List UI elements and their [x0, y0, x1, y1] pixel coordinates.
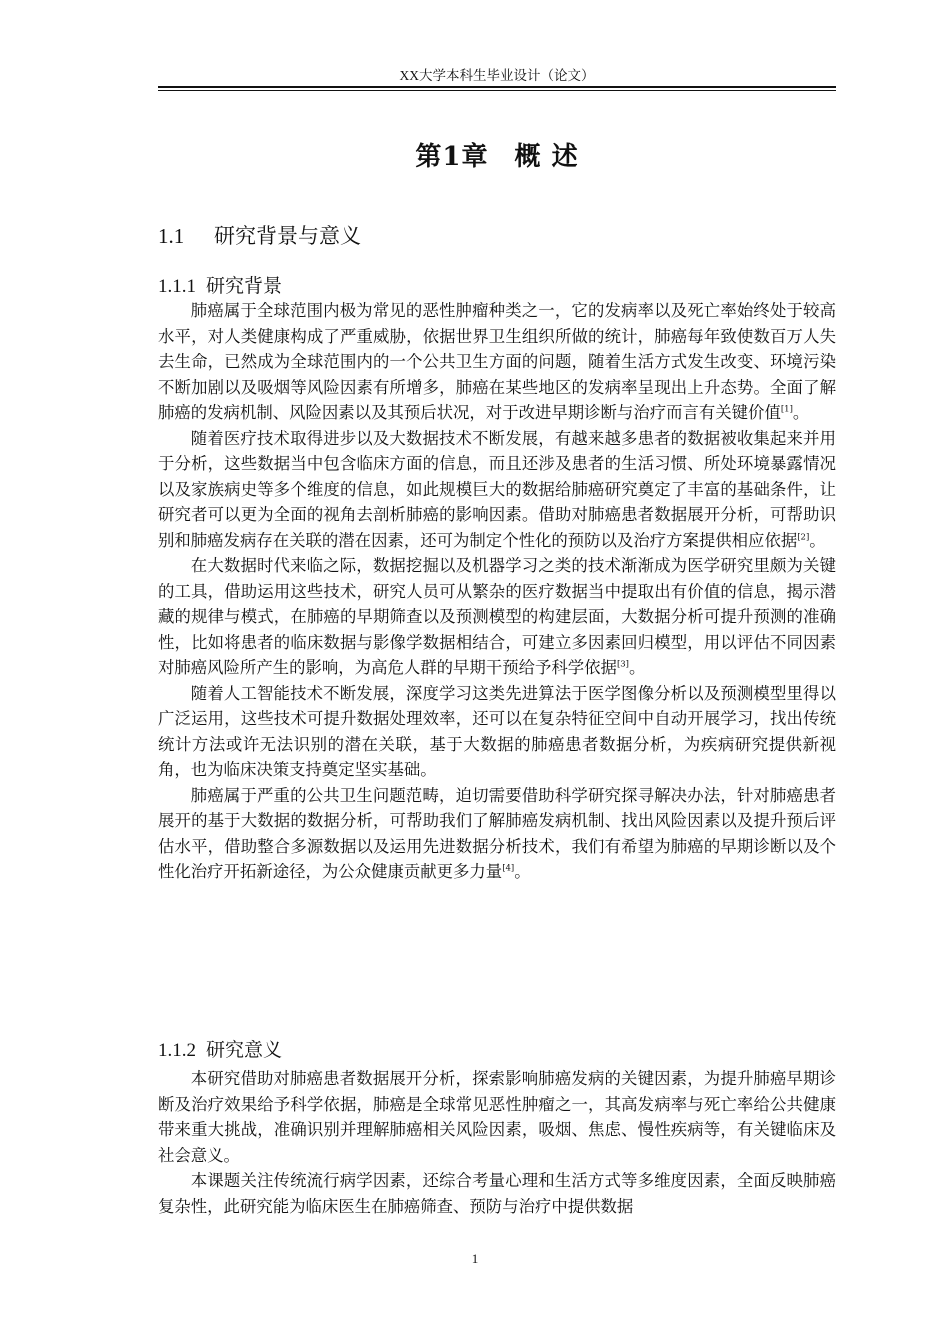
subsection-title: 研究背景 — [206, 275, 283, 297]
section-heading-1-1 — [158, 220, 361, 250]
paragraph: 肺癌属于全球范围内极为常见的恶性肿瘤种类之一，它的发病率以及死亡率始终处于较高水平，对人类健康构成了严重威胁，依据世界卫生组织所做的统计，肺癌每年致使数百万人失去生命，已然成为全球范围内的一个公共卫生方面的问题，随着生活方式发生改变、环境污染不断加剧以及吸烟等风险因素有所增多，肺癌在某些地区的发病率呈现出上升态势。全面了解肺癌的发病机制、风险因素以及其预后状况，对于改进早期诊断与治疗而言有关键价值[1]。 — [158, 301, 836, 422]
subsection-number: 1.1.2 — [158, 1040, 196, 1061]
page-number: 1 — [471, 1251, 479, 1266]
citation: [1] — [780, 404, 793, 415]
section-title: 研究背景与意义 — [214, 224, 361, 248]
paragraph: 本研究借助对肺癌患者数据展开分析，探索影响肺癌发病的关键因素，为提升肺癌早期诊断及治疗效果给予科学依据，肺癌是全球常见恶性肿瘤之一，其高发病率与死亡率给公共健康带来重大挑战，准确识别并理解肺癌相关风险因素，吸烟、焦虑、慢性疾病等，有关键临床及社会意义。 — [158, 1069, 836, 1165]
chapter-number: 第1章 — [415, 142, 489, 172]
citation: [4] — [502, 863, 515, 874]
subsection-title: 研究意义 — [206, 1039, 283, 1061]
running-header: XX大学本科生毕业设计（论文） — [399, 68, 595, 83]
chapter-title — [158, 136, 836, 173]
citation: [2] — [797, 532, 810, 543]
paragraph: 随着医疗技术取得进步以及大数据技术不断发展，有越来越多患者的数据被收集起来并用于分析，这些数据当中包含临床方面的信息，而且还涉及患者的生活习惯、所处环境暴露情况以及家族病史等多个维度的信息，如此规模巨大的数据给肺癌研究奠定了丰富的基础条件，让研究者可以更为全面的视角去剖析肺癌的影响因素。借助对肺癌患者数据展开分析，可帮助识别和肺癌发病存在关联的潜在因素，还可为制定个性化的预防以及治疗方案提供相应依据[2]。 — [158, 428, 836, 550]
background-body — [158, 298, 836, 885]
paragraph: 随着人工智能技术不断发展，深度学习这类先进算法于医学图像分析以及预测模型里得以广泛运用，这些技术可提升数据处理效率，还可以在复杂特征空间中自动开展学习，找出传统统计方法或许无法识别的潜在关联，基于大数据的肺癌患者数据分析，为疾病研究提供新视角，也为临床决策支持奠定坚实基础。 — [158, 683, 836, 779]
chapter-name: 概 述 — [514, 142, 579, 172]
significance-body — [158, 1066, 836, 1219]
header-rule-thin — [158, 90, 836, 91]
section-number: 1.1 — [158, 224, 185, 248]
subsection-number: 1.1.1 — [158, 276, 196, 297]
paragraph: 在大数据时代来临之际，数据挖掘以及机器学习之类的技术渐渐成为医学研究里颇为关键的工具，借助运用这些技术，研究人员可从繁杂的医疗数据当中提取出有价值的信息，揭示潜藏的规律与模式，在肺癌的早期筛查以及预测模型的构建层面，大数据分析可提升预测的准确性，比如将患者的临床数据与影像学数据相结合，可建立多因素回归模型，用以评估不同因素对肺癌风险所产生的影响，为高危人群的早期干预给予科学依据[3]。 — [158, 556, 836, 677]
header-rule-thick — [158, 86, 836, 88]
subsection-heading-1-1-1 — [158, 271, 282, 298]
paragraph: 肺癌属于严重的公共卫生问题范畴，迫切需要借助科学研究探寻解决办法，针对肺癌患者展开的基于大数据的数据分析，可帮助我们了解肺癌发病机制、找出风险因素以及提升预后评估水平，借助整合多源数据以及运用先进数据分析技术，我们有希望为肺癌的早期诊断以及个性化治疗开拓新途径，为公众健康贡献更多力量[4]。 — [158, 785, 836, 881]
subsection-heading-1-1-2 — [158, 1035, 282, 1062]
citation: [3] — [616, 659, 629, 670]
paragraph: 本课题关注传统流行病学因素，还综合考量心理和生活方式等多维度因素，全面反映肺癌复杂性，此研究能为临床医生在肺癌筛查、预防与治疗中提供数据 — [158, 1171, 836, 1216]
